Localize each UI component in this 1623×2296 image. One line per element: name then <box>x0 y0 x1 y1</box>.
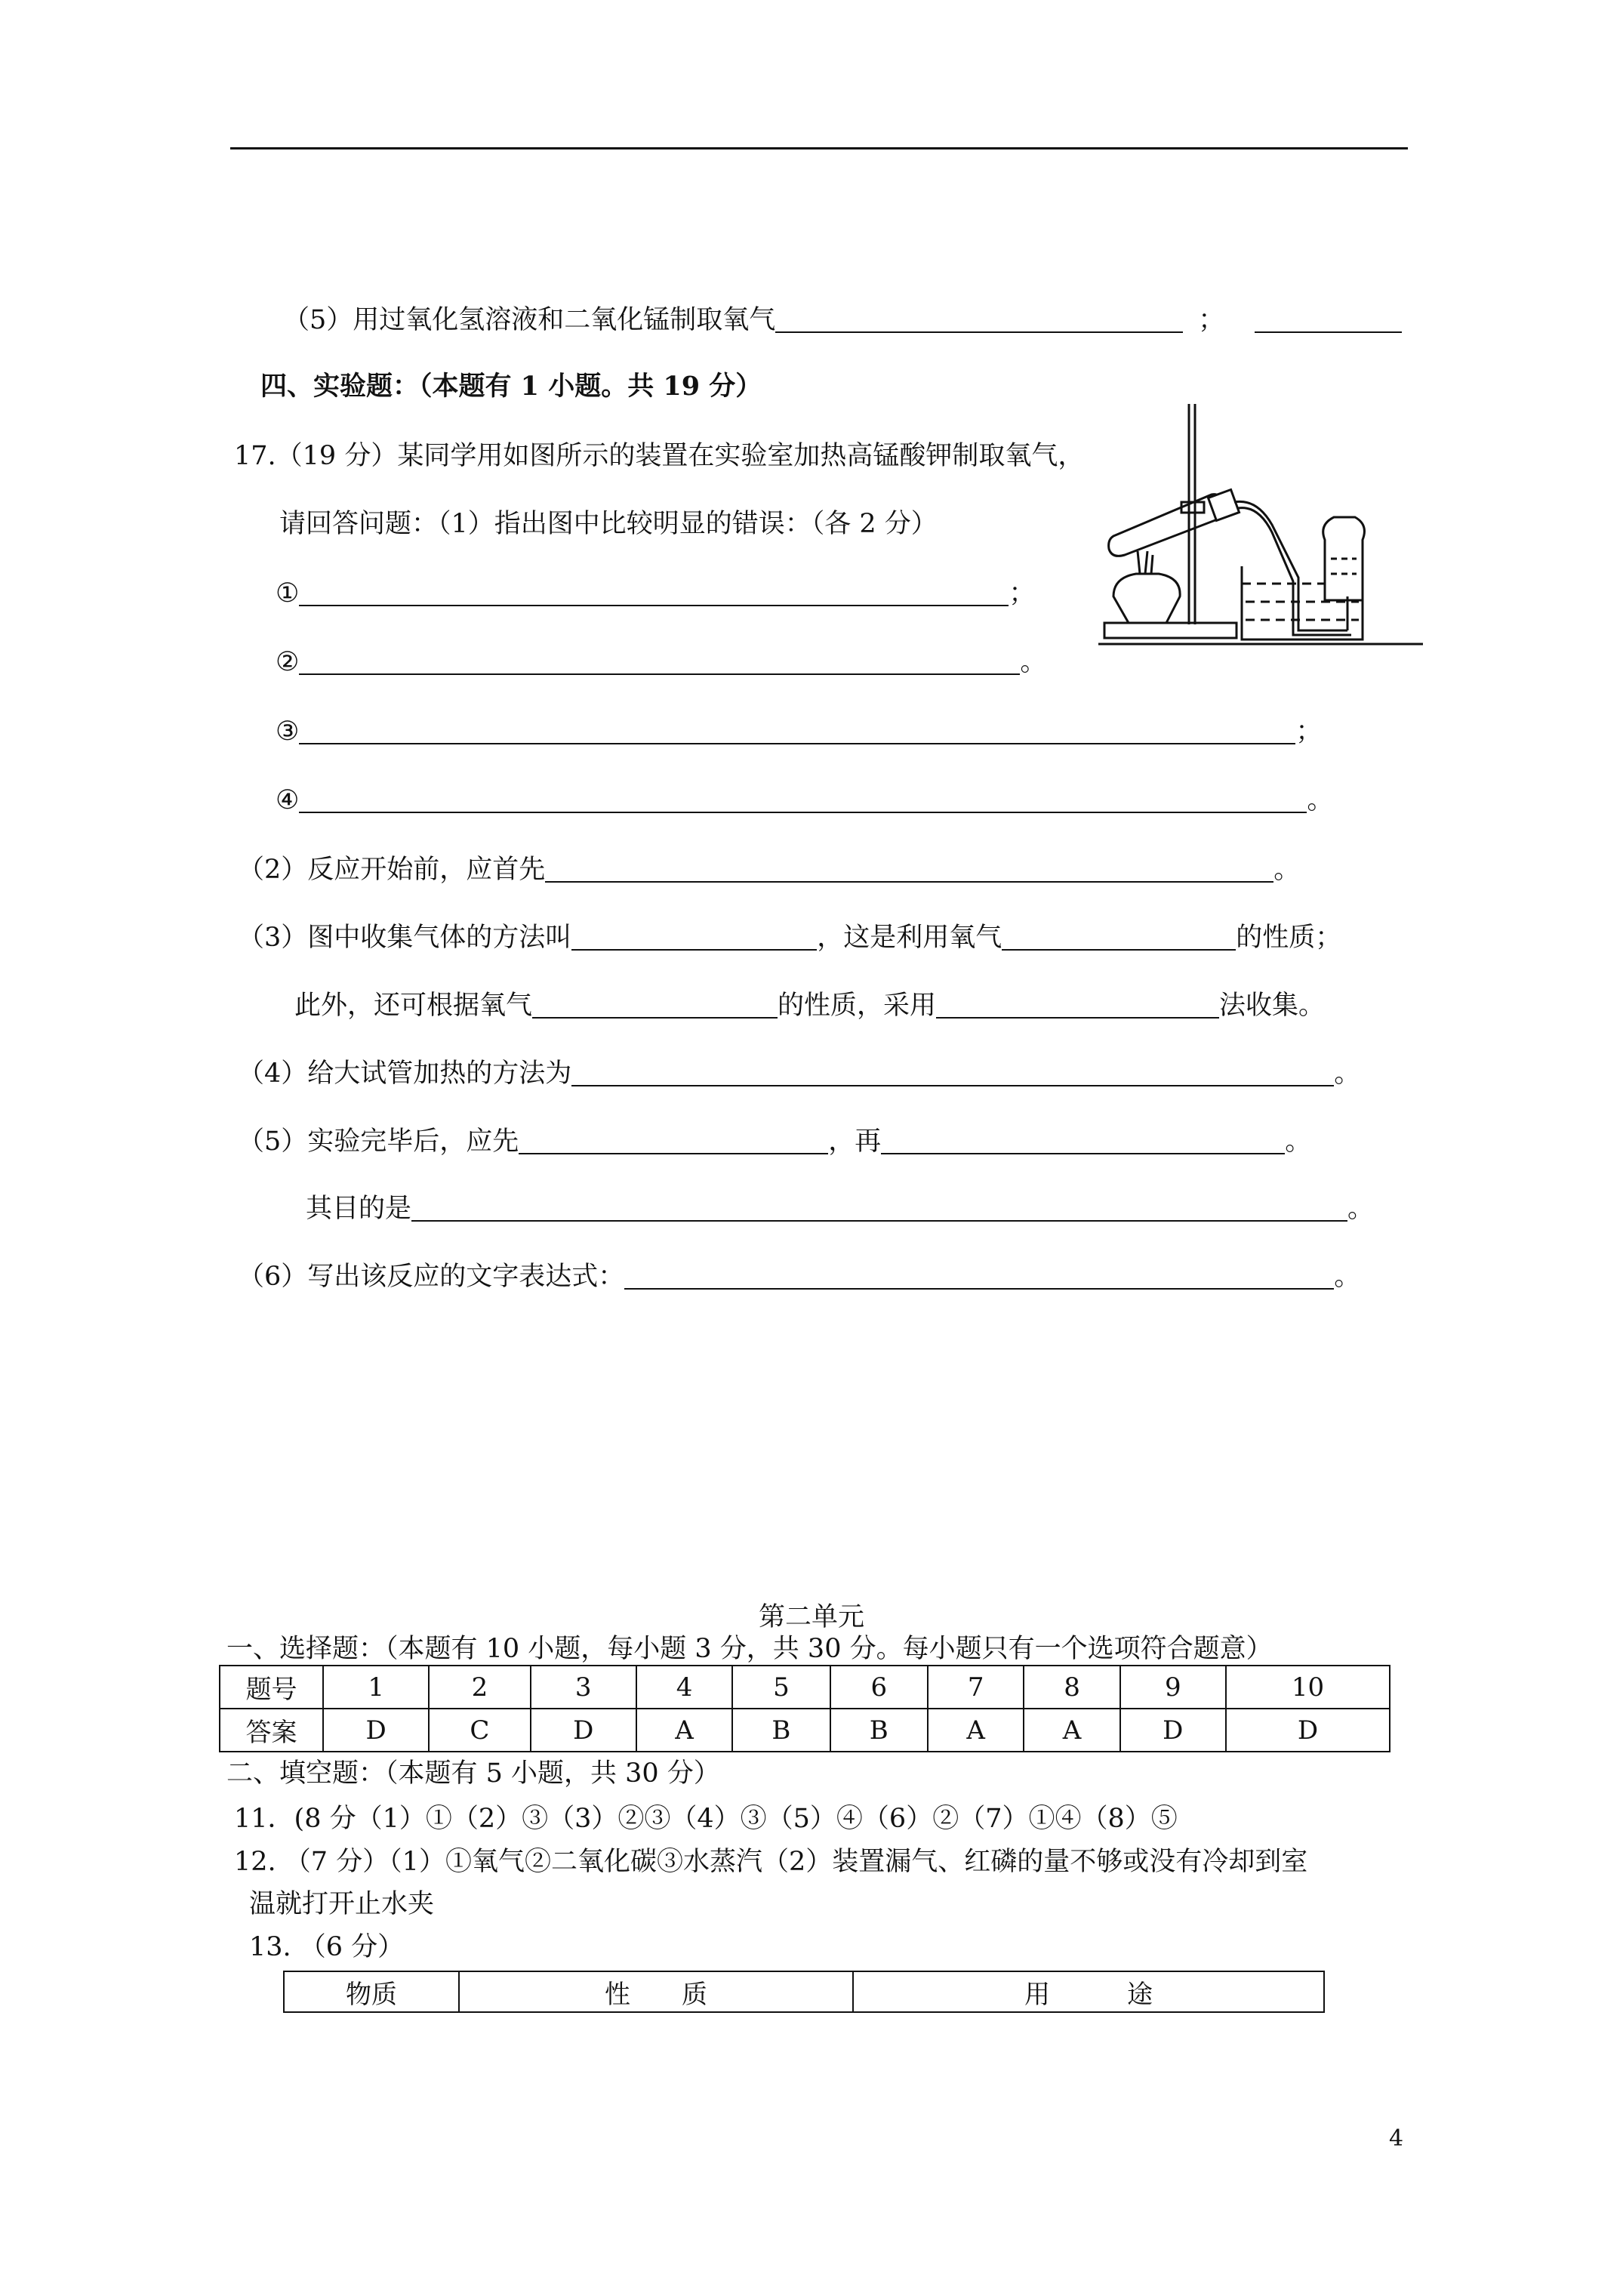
table-cell: 7 <box>928 1666 1024 1709</box>
answer-12-line2: 温就打开止水夹 <box>249 1889 435 1919</box>
answer-13: 13. （6 分） <box>249 1932 405 1962</box>
q17-3-line2: 此外，还可根据氧气 的性质，采用 法收集。 <box>294 991 1326 1021</box>
answer-blank[interactable] <box>1002 922 1236 951</box>
header-cell-property: 性 质 <box>459 1971 853 2012</box>
table-row <box>220 1666 1390 1709</box>
q17-5-line2: 其目的是 。 <box>306 1194 1375 1224</box>
answer-blank[interactable] <box>545 854 1273 883</box>
answer-blank[interactable] <box>936 990 1219 1019</box>
table-cell: A <box>636 1709 732 1752</box>
header-cell-substance: 物质 <box>284 1971 459 2012</box>
table-cell: D <box>323 1709 429 1752</box>
answer-blank[interactable] <box>411 1193 1347 1222</box>
table-cell: B <box>732 1709 830 1752</box>
answer-blank[interactable] <box>571 1058 1334 1086</box>
q17-3-line1: （3）图中收集气体的方法叫 ，这是利用氧气 的性质； <box>238 923 1342 953</box>
answer-blank[interactable] <box>1255 304 1402 333</box>
table-cell: 10 <box>1226 1666 1390 1709</box>
apparatus-figure <box>1098 404 1423 649</box>
answer-blank[interactable] <box>299 646 1020 675</box>
answer-blank[interactable] <box>299 784 1307 813</box>
q16-5-line: （5）用过氧化氢溶液和二氧化锰制取氧气 ； <box>283 302 1402 338</box>
table-cell: 8 <box>1024 1666 1119 1709</box>
table-cell: 9 <box>1120 1666 1226 1709</box>
page-number: 4 <box>1389 2125 1404 2152</box>
q17-4: （4）给大试管加热的方法为 。 <box>238 1059 1361 1089</box>
stand-base <box>1104 623 1236 638</box>
error-item-3: ③ ； <box>276 717 1323 747</box>
table-cell: A <box>1024 1709 1119 1752</box>
unit2-title: 第二单元 <box>758 1602 864 1632</box>
mc-heading: 一、选择题：（本题有 10 小题，每小题 3 分，共 30 分。每小题只有一个选项符合题意） <box>226 1634 1273 1664</box>
table-row <box>284 1971 1324 2012</box>
table-cell: 5 <box>732 1666 830 1709</box>
header-cell-use: 用 途 <box>853 1971 1324 2012</box>
row-label: 答案 <box>220 1709 323 1752</box>
test-tube <box>1109 495 1225 556</box>
table-cell: B <box>830 1709 928 1752</box>
answer-blank[interactable] <box>571 922 817 951</box>
properties-table <box>283 1971 1325 2013</box>
q17-sub1: 请回答问题：（1）指出图中比较明显的错误：（各 2 分） <box>279 509 938 539</box>
error-item-1: ① ； <box>276 578 1036 609</box>
table-cell: D <box>1226 1709 1390 1752</box>
table-cell: 2 <box>429 1666 530 1709</box>
answer-blank[interactable] <box>299 716 1295 744</box>
table-row <box>220 1709 1390 1752</box>
error-item-2: ② 。 <box>276 647 1047 677</box>
q17-6: （6）写出该反应的文字表达式： 。 <box>238 1262 1361 1292</box>
answer-11: 11．(8 分（1）①（2）③（3）②③（4）③（5）④（6）②（7）①④（8）⑤ <box>234 1804 1178 1834</box>
answer-blank[interactable] <box>881 1126 1285 1154</box>
answer-12-line1: 12. （7 分）（1）①氧气②二氧化碳③水蒸汽（2）装置漏气、红磷的量不够或没有冷却到室 <box>234 1847 1308 1877</box>
table-cell: 4 <box>636 1666 732 1709</box>
table-cell: 1 <box>323 1666 429 1709</box>
answer-blank[interactable] <box>299 578 1009 606</box>
error-item-4: ④ 。 <box>276 785 1334 815</box>
table-cell: 6 <box>830 1666 928 1709</box>
q17-5-line1: （5）实验完毕后，应先 ，再 。 <box>238 1126 1312 1157</box>
answer-blank[interactable] <box>624 1261 1334 1290</box>
answer-blank[interactable] <box>532 990 778 1019</box>
row-label: 题号 <box>220 1666 323 1709</box>
table-cell: 3 <box>531 1666 636 1709</box>
answer-blank[interactable] <box>775 304 1183 333</box>
fill-heading: 二、填空题：（本题有 5 小题，共 30 分） <box>226 1758 720 1789</box>
answer-table <box>219 1665 1390 1752</box>
table-cell: C <box>429 1709 530 1752</box>
header-rule <box>230 147 1408 149</box>
q17-intro: 17.（19 分）某同学用如图所示的装置在实验室加热高锰酸钾制取氧气， <box>234 441 1085 471</box>
q17-2: （2）反应开始前，应首先 。 <box>238 855 1301 885</box>
table-cell: D <box>1120 1709 1226 1752</box>
section4-heading: 四、实验题：（本题有 1 小题。共 19 分） <box>260 371 762 402</box>
alcohol-lamp <box>1113 574 1180 623</box>
table-cell: D <box>531 1709 636 1752</box>
answer-blank[interactable] <box>519 1126 828 1154</box>
table-cell: A <box>928 1709 1024 1752</box>
